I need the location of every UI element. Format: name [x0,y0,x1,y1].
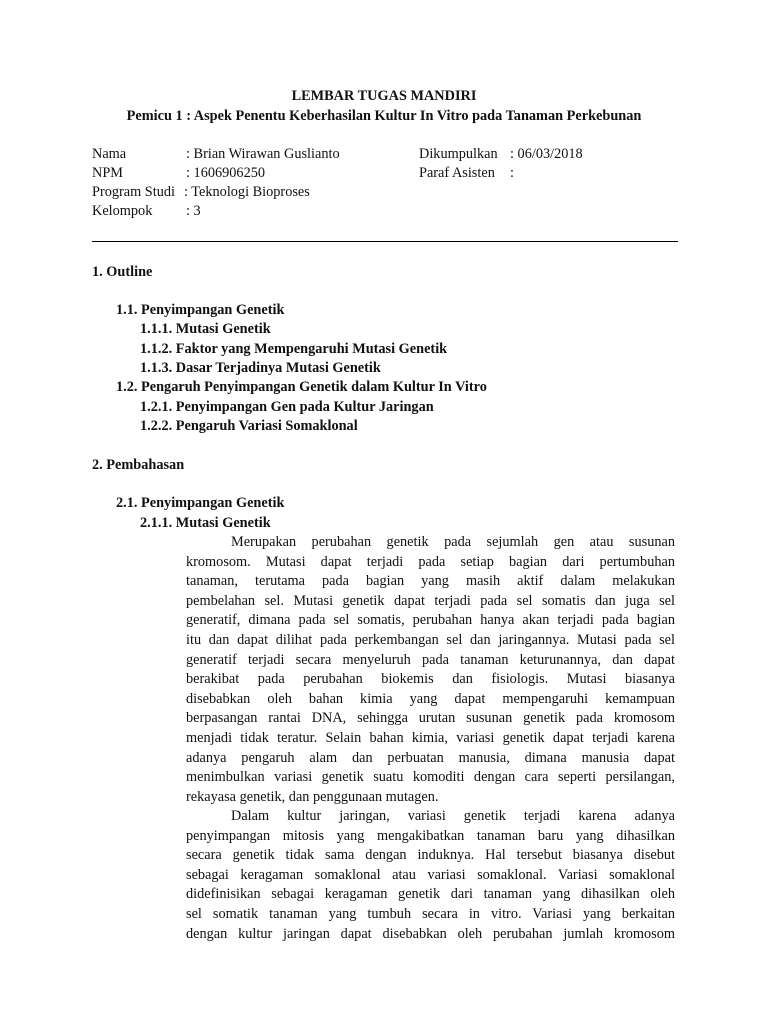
npm-label: NPM [92,165,123,181]
paragraph-line: penyimpangan mitosis yang mengakibatkan tanaman baru yang dihasilkan [186,827,675,844]
outline-item: 1.2.2. Pengaruh Variasi Somaklonal [140,418,358,434]
pembahasan-subheading: 2.1. Penyimpangan Genetik [116,495,285,511]
header-divider [92,241,678,242]
pembahasan-heading: 2. Pembahasan [92,457,185,473]
prodi-value: : Teknologi Bioproses [184,184,310,200]
paragraph-line: sel somatik tanaman yang tumbuh secara in vitro. Variasi yang berkaitan [186,905,675,922]
paragraph-line: disebabkan oleh bahan kimia yang dapat mempengaruhi kemampuan [186,690,675,707]
outline-item: 1.1.3. Dasar Terjadinya Mutasi Genetik [140,360,381,376]
outline-item: 1.1.2. Faktor yang Mempengaruhi Mutasi Genetik [140,341,448,357]
paragraph-line: berakibat pada perubahan biokemis dan fisiologis. Mutasi biasanya [186,671,675,688]
paragraph-line: berpasangan rantai DNA, sehingga urutan susunan genetik pada kromosom [186,710,675,727]
paragraph-kultur-jaringan [186,807,675,944]
nama-value: : Brian Wirawan Guslianto [186,146,340,162]
kelompok-label: Kelompok [92,203,153,219]
paraf-label: Paraf Asisten [419,165,495,181]
outline-item: 1.1.1. Mutasi Genetik [140,321,271,337]
nama-label: Nama [92,146,127,162]
dikumpulkan-value: : 06/03/2018 [510,146,583,162]
pembahasan-subsubheading: 2.1.1. Mutasi Genetik [140,515,271,531]
paragraph-line: dengan kultur jaringan dapat disebabkan oleh perubahan jumlah kromosom [186,925,675,942]
outline-item: 1.1. Penyimpangan Genetik [116,302,285,318]
paragraph-line: Dalam kultur jaringan, variasi genetik terjadi karena adanya [231,808,675,824]
npm-value: : 1606906250 [186,165,266,181]
dikumpulkan-label: Dikumpulkan [419,146,498,162]
paragraph-line: rekayasa genetik, dan penggunaan mutagen. [186,788,439,805]
paragraph-line: Merupakan perubahan genetik pada sejumlah gen atau susunan [231,534,675,550]
document-subtitle: Pemicu 1 : Aspek Penentu Keberhasilan Kultur In Vitro pada Tanaman Perkebunan [126,108,642,124]
outline-heading: 1. Outline [92,264,153,280]
paragraph-mutasi [186,533,675,807]
paragraph-line: adanya pengaruh alam dan perbuatan manusia, dimana manusia dapat [186,749,675,766]
paragraph-line: didefinisikan sebagai keragaman genetik dari tanaman yang dihasilkan oleh [186,886,675,903]
paragraph-line: kromosom. Mutasi dapat terjadi pada setiap bagian dari pertumbuhan [186,553,675,570]
paragraph-line: menimbulkan variasi genetik suatu komoditi dengan cara seperti persilangan, [186,769,675,786]
paragraph-line: tanaman, terutama pada bagian yang masih aktif dalam melakukan [186,573,675,590]
prodi-label: Program Studi [92,184,176,200]
paragraph-line: menjadi tidak teratur. Selain bahan kimia, variasi genetik dapat terjadi karena [186,729,675,746]
paragraph-line: generatif, dimana pada sel somatis, perubahan hanya akan terjadi pada bagian [186,612,675,629]
paragraph-line: itu dan dapat dilihat pada perkembangan sel dan jaringannya. Mutasi pada sel [186,631,675,648]
paragraph-line: pembelahan sel. Mutasi genetik dapat terjadi pada sel somatis dan juga sel [186,592,675,609]
paragraph-line: generatif terjadi secara menyeluruh pada tanaman keturunannya, dan dapat [186,651,675,668]
outline-item: 1.2.1. Penyimpangan Gen pada Kultur Jaringan [140,399,434,415]
paraf-value: : [510,165,514,181]
outline-item: 1.2. Pengaruh Penyimpangan Genetik dalam Kultur In Vitro [116,379,487,395]
kelompok-value: : 3 [186,203,201,219]
paragraph-line: sebagai keragaman somaklonal atau variasi somaklonal. Variasi somaklonal [186,866,675,883]
document-title: LEMBAR TUGAS MANDIRI [291,88,477,104]
paragraph-line: secara genetik tidak sama dengan induknya. Hal tersebut biasanya disebut [186,847,675,864]
